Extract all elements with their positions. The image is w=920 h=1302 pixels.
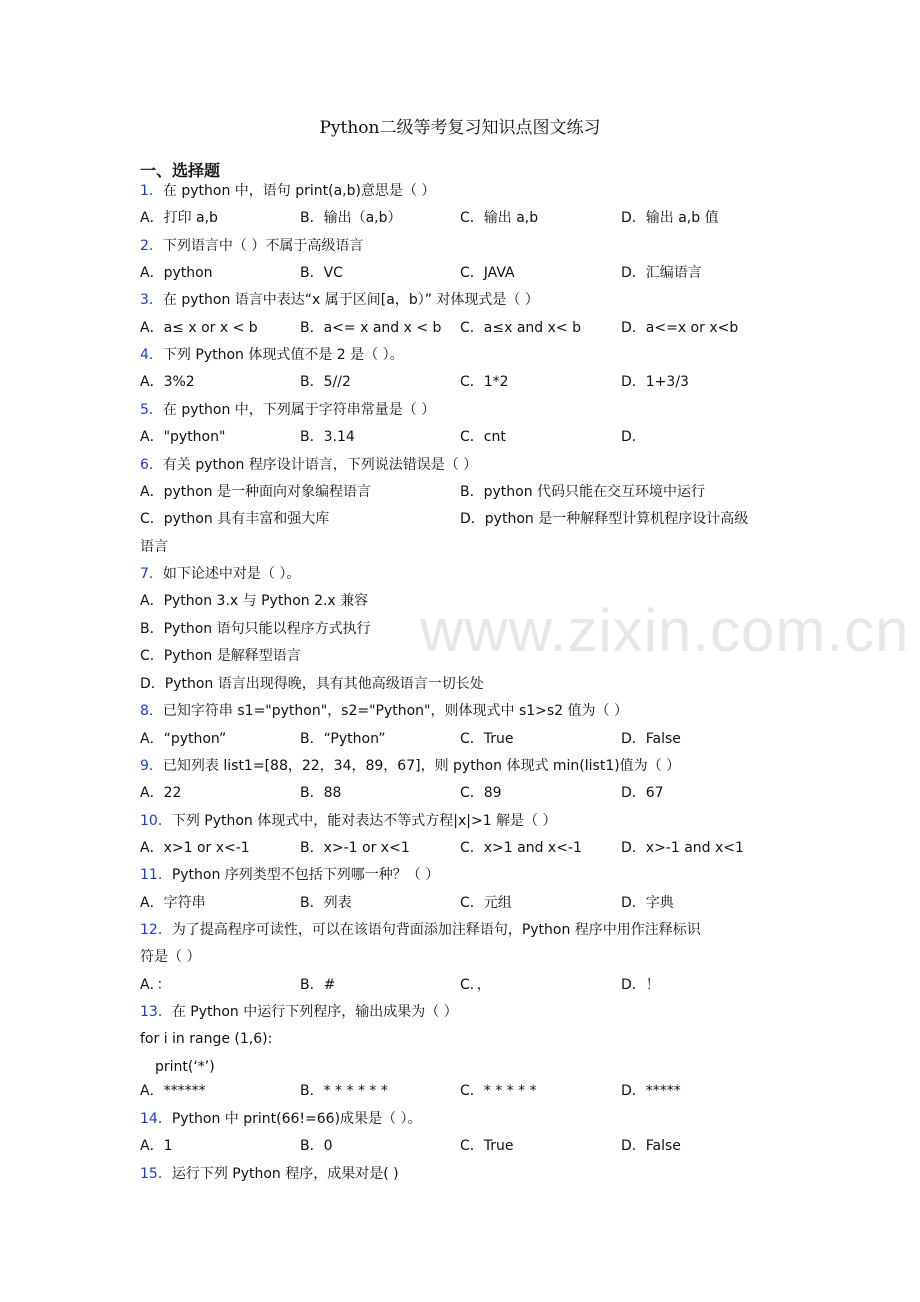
option-b: B．#	[300, 977, 336, 993]
question-text: Python 中 print(66!=66)成果是（ ）。	[171, 1111, 422, 1127]
option-a: A．“python”	[140, 731, 227, 747]
option-c: C．Python 是解释型语言	[140, 648, 301, 664]
question-12-continued: 符是（ ）	[140, 949, 201, 965]
option-c: C．输出 a,b	[460, 210, 539, 226]
options-14	[140, 1135, 800, 1157]
option-b: B．0	[300, 1138, 333, 1154]
options-6-row2	[140, 508, 800, 530]
question-number: 9．	[140, 758, 163, 774]
option-a: A．******	[140, 1083, 206, 1099]
question-13	[140, 1001, 800, 1023]
option-d: D．输出 a,b 值	[621, 210, 719, 226]
question-number: 2．	[140, 238, 163, 254]
option-c: C．* * * * *	[460, 1083, 537, 1099]
question-10	[140, 810, 800, 832]
option-d: D．Python 语言出现得晚，具有其他高级语言一切长处	[140, 676, 484, 692]
question-1	[140, 180, 800, 202]
options-2	[140, 262, 800, 284]
option-b: B．列表	[300, 895, 352, 911]
options-12	[140, 974, 800, 996]
option-c: C．x>1 and x<-1	[460, 840, 582, 856]
option-d-continued: 语言	[140, 539, 168, 555]
options-13	[140, 1080, 800, 1102]
question-number: 1．	[140, 183, 163, 199]
option-a: A．：	[140, 977, 171, 993]
question-9	[140, 755, 800, 777]
option-c: C．，	[460, 977, 491, 993]
question-number: 14．	[140, 1111, 172, 1127]
section-heading: 一、选择题	[140, 161, 221, 180]
question-number: 12．	[140, 922, 172, 938]
page-title: Python二级等考复习知识点图文练习	[319, 118, 601, 138]
options-1	[140, 207, 800, 229]
question-text: 已知列表 list1=[88，22，34，89，67]，则 python 体现式 min(list1)值为（ ）	[162, 758, 681, 774]
question-text: 有关 python 程序设计语言，下列说法错误是（ ）	[162, 457, 478, 473]
option-b: B．输出（a,b）	[300, 210, 402, 226]
question-15	[140, 1163, 800, 1185]
question-number: 5．	[140, 402, 163, 418]
question-6	[140, 454, 800, 476]
question-number: 10．	[140, 813, 172, 829]
options-10	[140, 837, 800, 859]
option-c: C．cnt	[460, 429, 506, 445]
options-6-row1	[140, 481, 800, 503]
code-line-1: for i in range (1,6):	[140, 1031, 273, 1047]
option-b: B．88	[300, 785, 342, 801]
option-d: D．	[621, 429, 646, 445]
option-d: D．a<=x or x<b	[621, 320, 739, 336]
option-b: B．5//2	[300, 374, 351, 390]
options-11	[140, 892, 800, 914]
question-12	[140, 919, 800, 941]
option-a: A．字符串	[140, 895, 206, 911]
option-a: A．Python 3.x 与 Python 2.x 兼容	[140, 593, 369, 609]
option-a: A．3%2	[140, 374, 195, 390]
option-a: A．python	[140, 265, 213, 281]
options-8	[140, 728, 800, 750]
question-number: 11．	[140, 867, 172, 883]
option-b: B．Python 语句只能以程序方式执行	[140, 621, 371, 637]
option-b: B．* * * * * *	[300, 1083, 388, 1099]
question-8	[140, 700, 800, 722]
option-a: A．打印 a,b	[140, 210, 218, 226]
option-a: A．22	[140, 785, 182, 801]
option-c: C．89	[460, 785, 502, 801]
option-d: D．67	[621, 785, 664, 801]
options-9	[140, 782, 800, 804]
question-14	[140, 1108, 800, 1130]
question-number: 7．	[140, 566, 163, 582]
option-b: B．a<= x and x < b	[300, 320, 442, 336]
option-a: A．a≤ x or x < b	[140, 320, 258, 336]
question-4	[140, 344, 800, 366]
option-c: C．1*2	[460, 374, 509, 390]
question-2	[140, 235, 800, 257]
options-3	[140, 317, 800, 339]
option-d: D．False	[621, 1138, 681, 1154]
option-a: A．1	[140, 1138, 173, 1154]
option-d: D．1+3/3	[621, 374, 689, 390]
option-b: B．python 代码只能在交互环境中运行	[460, 484, 706, 500]
question-number: 8．	[140, 703, 163, 719]
question-number: 4．	[140, 347, 163, 363]
question-text: 下列 Python 体现式中，能对表达不等式方程|x|>1 解是（ ）	[171, 813, 557, 829]
question-text: 在 Python 中运行下列程序，输出成果为（ ）	[171, 1004, 458, 1020]
question-text: 在 python 中，语句 print(a,b)意思是（ ）	[162, 183, 436, 199]
question-text: 下列 Python 体现式值不是 2 是（ ）。	[162, 347, 404, 363]
option-a: A．x>1 or x<-1	[140, 840, 250, 856]
question-text: 在 python 中，下列属于字符串常量是（ ）	[162, 402, 436, 418]
question-number: 13．	[140, 1004, 172, 1020]
options-4	[140, 371, 800, 393]
option-b: B．“Python”	[300, 731, 386, 747]
option-c: C．JAVA	[460, 265, 515, 281]
option-a: A．python 是一种面向对象编程语言	[140, 484, 371, 500]
option-c: C．a≤x and x< b	[460, 320, 581, 336]
option-c: C．True	[460, 1138, 514, 1154]
question-text: 为了提高程序可读性，可以在该语句背面添加注释语句，Python 程序中用作注释标识	[171, 922, 701, 938]
option-a: A．"python"	[140, 429, 226, 445]
option-d: D．字典	[621, 895, 674, 911]
option-c: C．python 具有丰富和强大库	[140, 511, 330, 527]
question-number: 6．	[140, 457, 163, 473]
option-d: D．*****	[621, 1083, 681, 1099]
question-text: 运行下列 Python 程序，成果对是( )	[171, 1166, 399, 1182]
option-b: B．x>-1 or x<1	[300, 840, 410, 856]
code-line-2: print(‘*’)	[155, 1059, 215, 1075]
question-5	[140, 399, 800, 421]
question-text: 已知字符串 s1="python"，s2="Python"，则体现式中 s1>s2 值为（ ）	[162, 703, 628, 719]
question-text: 如下论述中对是（ ）。	[162, 566, 301, 582]
question-number: 3．	[140, 292, 163, 308]
option-d: D．！	[621, 977, 660, 993]
option-d: D．False	[621, 731, 681, 747]
options-5	[140, 426, 800, 448]
option-b: B．3.14	[300, 429, 355, 445]
option-d: D．x>-1 and x<1	[621, 840, 744, 856]
option-d: D．汇编语言	[621, 265, 702, 281]
option-c: C．True	[460, 731, 514, 747]
question-number: 15．	[140, 1166, 172, 1182]
question-3	[140, 289, 800, 311]
question-text: Python 序列类型不包括下列哪一种？（ ）	[171, 867, 440, 883]
option-b: B．VC	[300, 265, 343, 281]
question-text: 下列语言中（ ）不属于高级语言	[162, 238, 364, 254]
question-7	[140, 563, 800, 585]
question-text: 在 python 语言中表达“x 属于区间[a，b）” 对体现式是（ ）	[162, 292, 539, 308]
question-11	[140, 864, 800, 886]
watermark: www.zixin.com.cn	[420, 597, 910, 664]
option-c: C．元组	[460, 895, 512, 911]
option-d: D．python 是一种解释型计算机程序设计高级	[460, 511, 749, 527]
